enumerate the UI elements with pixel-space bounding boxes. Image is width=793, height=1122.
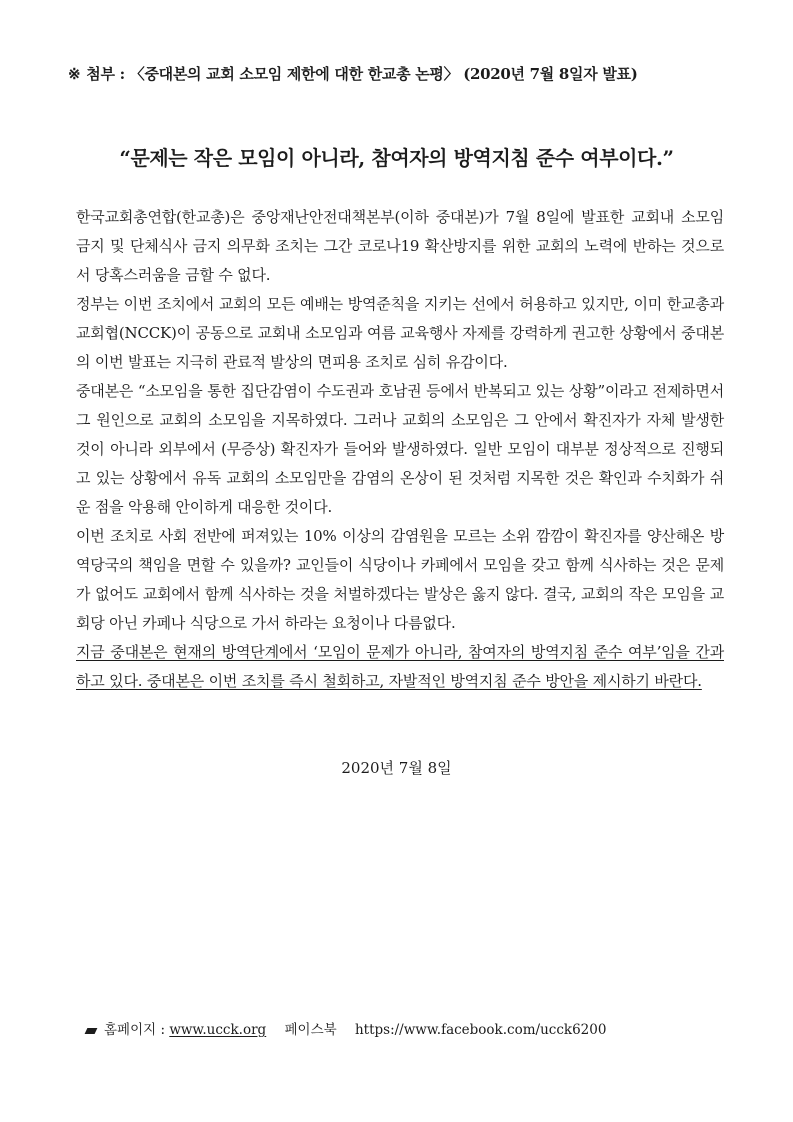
headline: “문제는 작은 모임이 아니라, 참여자의 방역지침 준수 여부이다.”	[119, 146, 674, 170]
paragraph-4: 이번 조치로 사회 전반에 퍼져있는 10% 이상의 감염원을 모르는 소위 깜깜이 확진자를 양산해온 방역당국의 책임을 면할 수 있을까? 교인들이 식당이나 카페에서 모임을 갖고 함께 식사하는 것은 문제가 없어도 교회에서 함께 식사하는 것을 처벌하겠다는 발상은 옳지 않다. 결국, 교회의 작은 모임을 교회당 아닌 카페나 식당으로 가서 하라는 요청이나 다름없다.	[76, 527, 724, 632]
statement-body	[76, 203, 724, 696]
footer-contact	[86, 1018, 606, 1038]
attachment-note	[68, 63, 728, 84]
bullet-icon	[85, 1028, 98, 1034]
paragraph-2: 정부는 이번 조치에서 교회의 모든 예배는 방역준칙을 지키는 선에서 허용하고 있지만, 이미 한교총과 교회협(NCCK)이 공동으로 교회내 소모임과 여름 교육행사 자제를 강력하게 권고한 상황에서 중대본의 이번 발표는 지극히 관료적 발상의 면피용 조치로 심히 유감이다.	[76, 295, 724, 371]
conclusion-paragraph: 지금 중대본은 현재의 방역단계에서 ‘모임이 문제가 아니라, 참여자의 방역지침 준수 여부’임을 간과하고 있다. 중대본은 이번 조치를 즉시 철회하고, 자발적인 방역지침 준수 방안을 제시하기 바란다.	[76, 643, 724, 690]
facebook-label: 페이스북	[284, 1022, 337, 1038]
reference-mark: ※	[68, 65, 81, 83]
homepage-link[interactable]: www.ucck.org	[169, 1022, 267, 1038]
paragraph-1: 한국교회총연합(한교총)은 중앙재난안전대책본부(이하 중대본)가 7월 8일에 발표한 교회내 소모임 금지 및 단체식사 금지 의무화 조치는 그간 코로나19 확산방지를 위한 교회의 노력에 반하는 것으로서 당혹스러움을 금할 수 없다.	[76, 208, 724, 284]
paragraph-3: 중대본은 “소모임을 통한 집단감염이 수도권과 호남권 등에서 반복되고 있는 상황”이라고 전제하면서 그 원인으로 교회의 소모임을 지목하였다. 그러나 교회의 소모임은 그 안에서 확진자가 자체 발생한 것이 아니라 외부에서 (무증상) 확진자가 들어와 발생하였다. 일반 모임이 대부분 정상적으로 진행되고 있는 상황에서 유독 교회의 소모임만을 감염의 온상이 된 것처럼 지목한 것은 확인과 수치화가 쉬운 점을 악용해 안이하게 대응한 것이다.	[76, 382, 724, 516]
homepage-label: 홈페이지 :	[104, 1022, 166, 1038]
attachment-title: 첨부 : 〈중대본의 교회 소모임 제한에 대한 한교총 논평〉 (2020년 7월 8일자 발표)	[86, 65, 638, 83]
statement-date: 2020년 7월 8일	[341, 759, 452, 777]
facebook-link[interactable]: https://www.facebook.com/ucck6200	[354, 1022, 607, 1038]
